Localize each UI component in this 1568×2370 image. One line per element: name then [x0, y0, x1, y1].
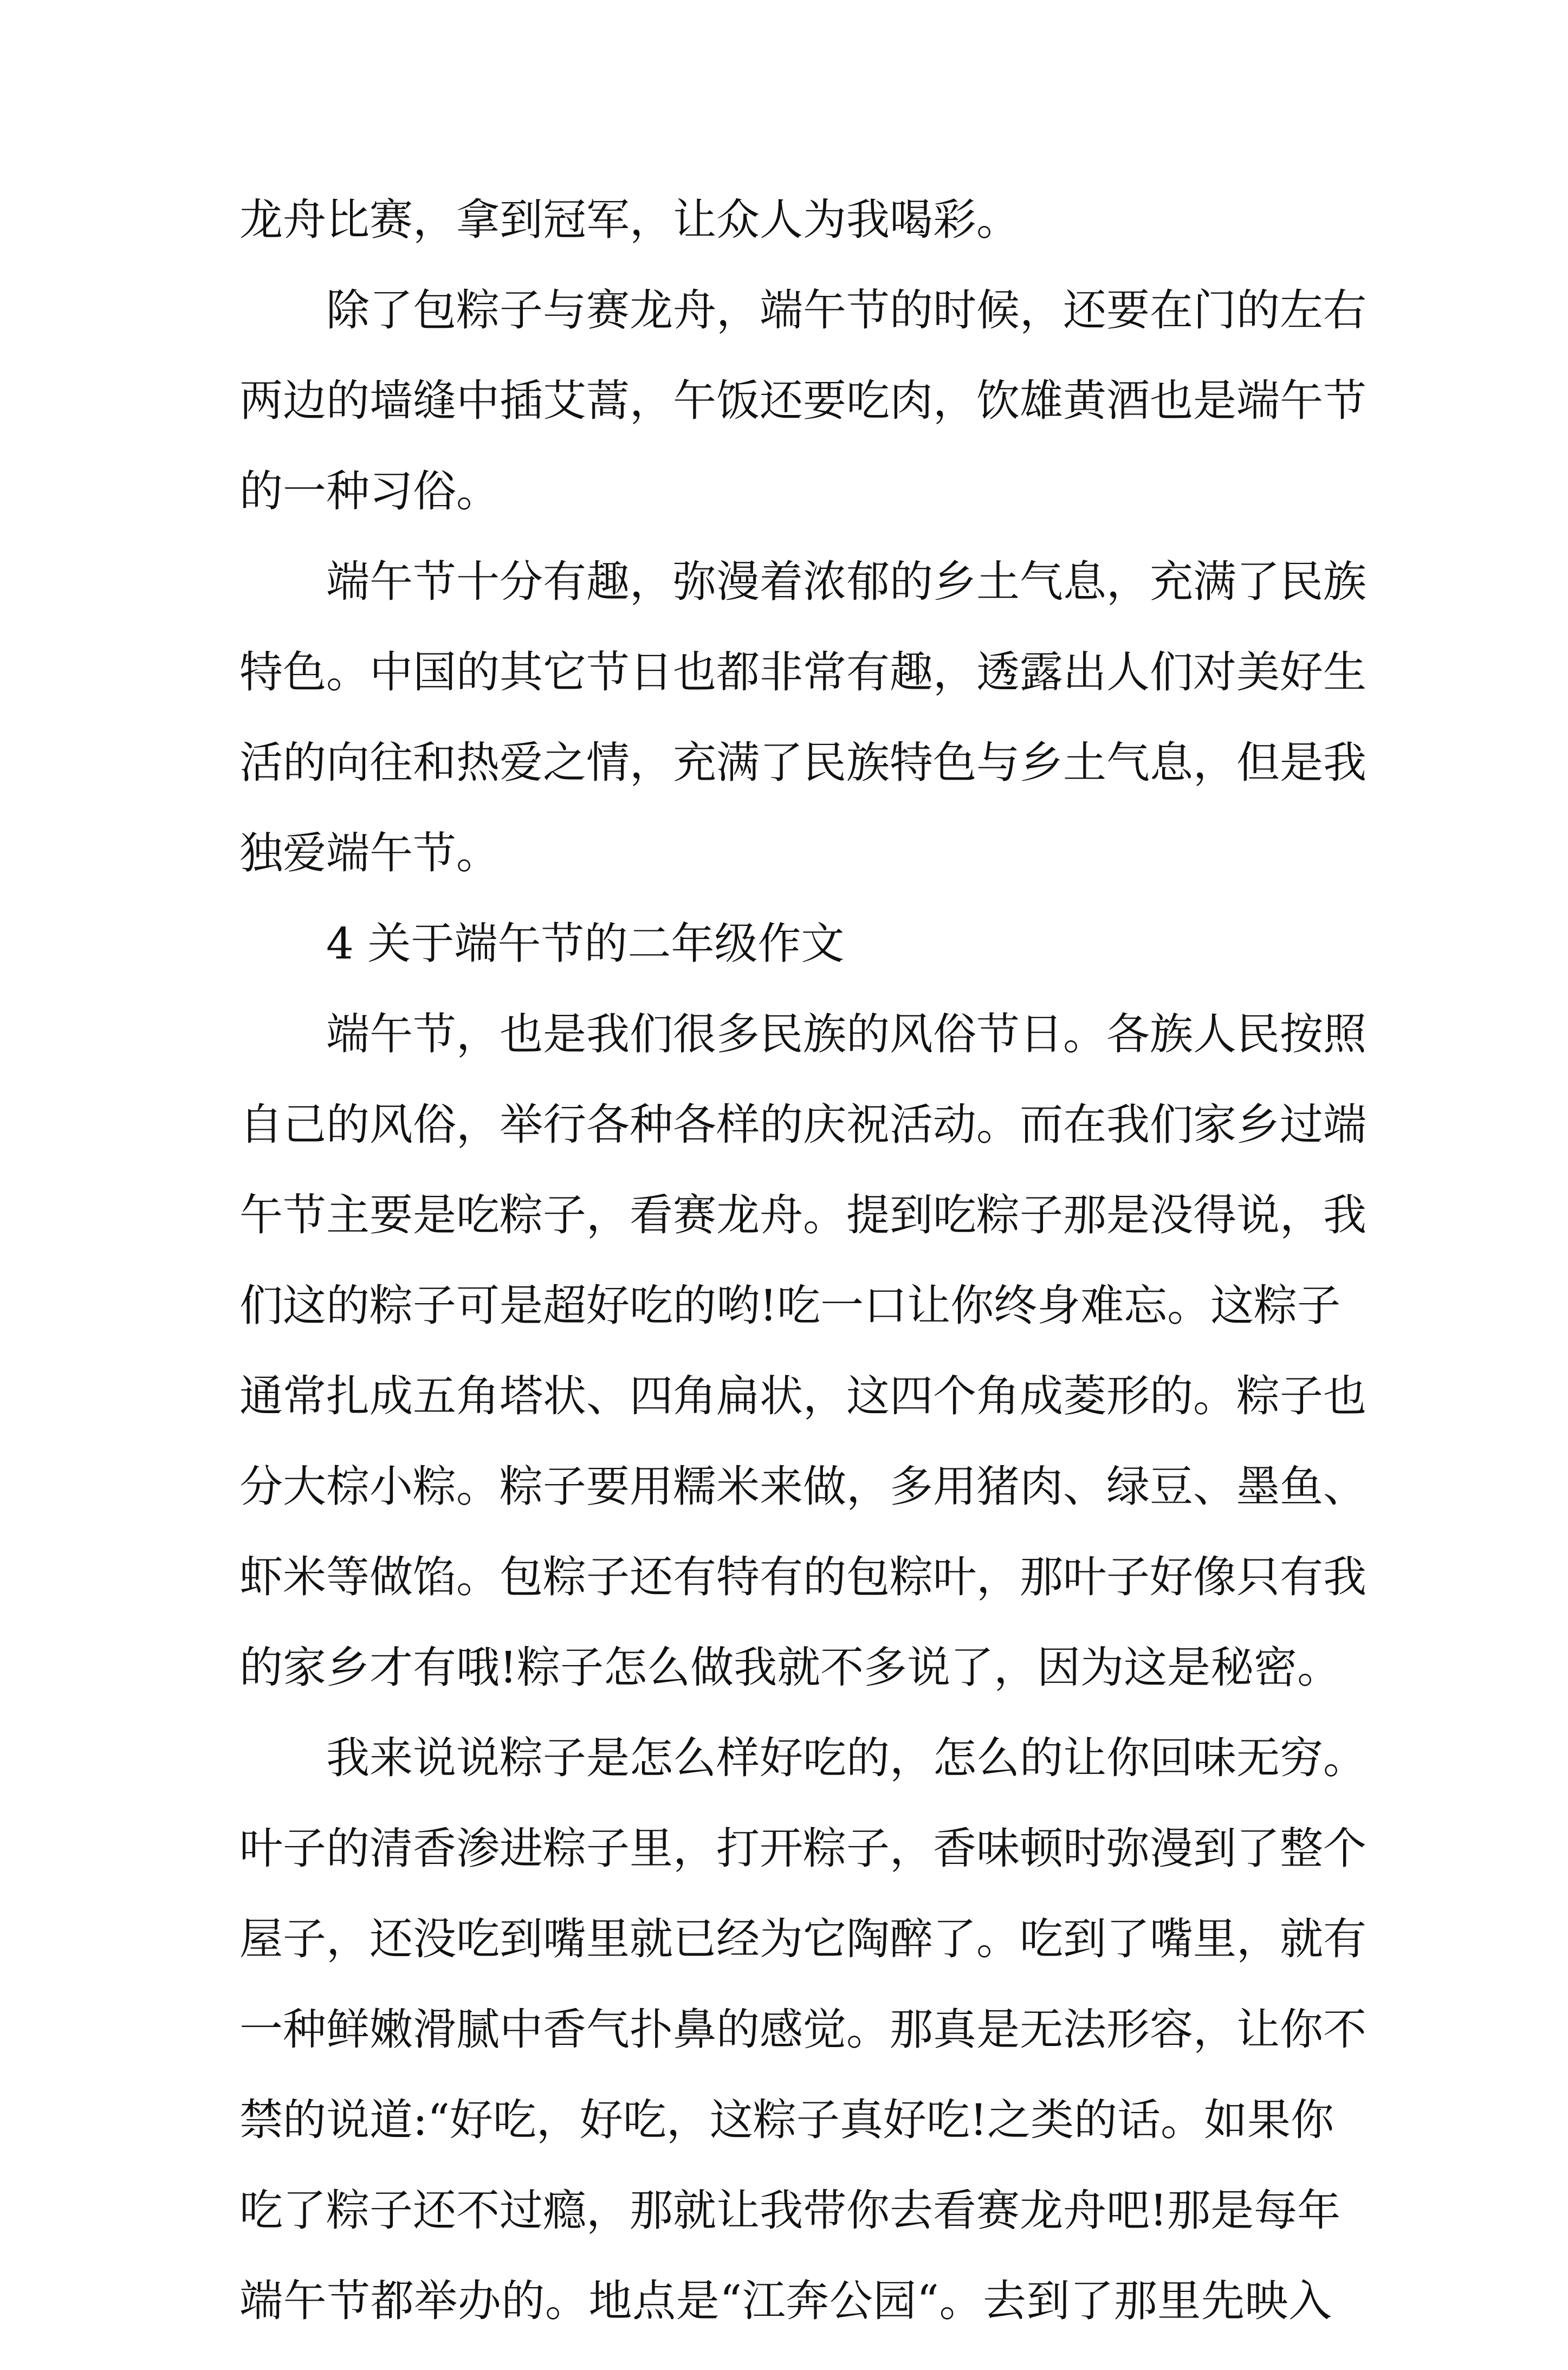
text-line: 端午节十分有趣，弥漫着浓郁的乡土气息，充满了民族 [326, 556, 1366, 607]
text-line: 自己的风俗，举行各种各样的庆祝活动。而在我们家乡过端 [239, 1099, 1366, 1150]
text-line: 通常扎成五角塔状、四角扁状，这四个角成菱形的。粽子也 [239, 1371, 1366, 1421]
text-line: 屋子，还没吃到嘴里就已经为它陶醉了。吃到了嘴里，就有 [239, 1914, 1366, 1964]
section-heading: 4 关于端午节的二年级作文 [326, 918, 845, 969]
text-line: 午节主要是吃粽子，看赛龙舟。提到吃粽子那是没得说，我 [239, 1190, 1366, 1240]
text-line: 我来说说粽子是怎么样好吃的，怎么的让你回味无穷。 [326, 1733, 1366, 1783]
text-line: 两边的墙缝中插艾蒿，午饭还要吃肉，饮雄黄酒也是端午节 [239, 375, 1366, 426]
text-line: 特色。中国的其它节日也都非常有趣，透露出人们对美好生 [239, 647, 1366, 697]
text-line: 龙舟比赛，拿到冠军，让众人为我喝彩。 [239, 195, 1020, 245]
text-line: 虾米等做馅。包粽子还有特有的包粽叶，那叶子好像只有我 [239, 1552, 1366, 1602]
text-line: 的家乡才有哦!粽子怎么做我就不多说了，因为这是秘密。 [239, 1642, 1341, 1693]
text-line: 吃了粽子还不过瘾，那就让我带你去看赛龙舟吧!那是每年 [239, 2185, 1341, 2236]
text-line: 除了包粽子与赛龙舟，端午节的时候，还要在门的左右 [326, 285, 1366, 335]
text-line: 的一种习俗。 [239, 466, 500, 516]
text-line: 端午节都举办的。地点是“江奔公园“。去到了那里先映入 [239, 2276, 1332, 2326]
text-line: 活的向往和热爱之情，充满了民族特色与乡土气息，但是我 [239, 737, 1366, 788]
text-line: 们这的粽子可是超好吃的哟!吃一口让你终身难忘。这粽子 [239, 1280, 1341, 1331]
text-line: 禁的说道:“好吃，好吃，这粽子真好吃!之类的话。如果你 [239, 2095, 1334, 2145]
text-line: 叶子的清香渗进粽子里，打开粽子，香味顿时弥漫到了整个 [239, 1823, 1366, 1874]
document-body [239, 195, 1366, 2370]
text-line: 一种鲜嫩滑腻中香气扑鼻的感觉。那真是无法形容，让你不 [239, 2004, 1366, 2055]
text-line: 独爱端午节。 [239, 828, 500, 878]
text-line: 端午节，也是我们很多民族的风俗节日。各族人民按照 [326, 1009, 1366, 1059]
text-line: 分大棕小粽。粽子要用糯米来做，多用猪肉、绿豆、墨鱼、 [239, 1461, 1366, 1512]
